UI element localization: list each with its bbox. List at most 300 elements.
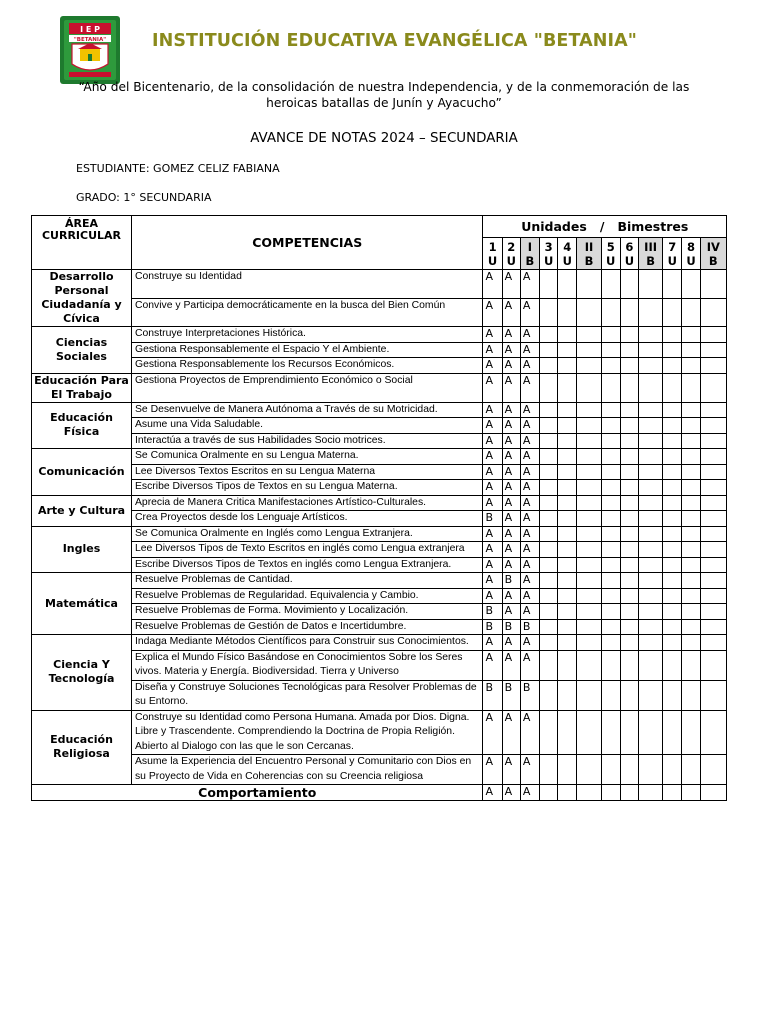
- grade-cell: A: [483, 480, 502, 496]
- grade-cell: A: [502, 785, 520, 801]
- grade-cell: [558, 619, 577, 635]
- period-type: B: [584, 253, 594, 268]
- grade-cell: [577, 511, 601, 527]
- grade-cell: [558, 495, 577, 511]
- grade-cell: [682, 298, 700, 327]
- competency-text: Se Comunica Oralmente en Inglés como Lengua Extranjera.: [131, 526, 483, 542]
- grade-cell: [601, 342, 620, 358]
- document-title: AVANCE DE NOTAS 2024 – SECUNDARIA: [250, 131, 518, 146]
- grade-cell: [601, 480, 620, 496]
- grade-cell: [700, 710, 726, 755]
- period-header-3: [540, 238, 558, 270]
- grade-cell: A: [520, 526, 539, 542]
- period-number: 4: [563, 239, 572, 254]
- grade-cell: [682, 511, 700, 527]
- grade-cell: [638, 402, 662, 418]
- grade-cell: [577, 433, 601, 449]
- table-row: [32, 464, 727, 480]
- area-name: Ingles: [32, 526, 132, 573]
- grade-cell: B: [483, 604, 502, 620]
- grade-cell: A: [502, 418, 520, 434]
- grade-cell: [700, 480, 726, 496]
- period-number: 6: [625, 239, 634, 254]
- grade-cell: A: [520, 402, 539, 418]
- competency-text: Gestiona Proyectos de Emprendimiento Económico o Social: [131, 373, 483, 402]
- table-row: [32, 526, 727, 542]
- grade-cell: [540, 635, 558, 651]
- period-header-9: [663, 238, 682, 270]
- grade-cell: [682, 573, 700, 589]
- grade-cell: [620, 680, 638, 710]
- grade-cell: [700, 650, 726, 680]
- grade-cell: [700, 327, 726, 343]
- competency-text: Asume una Vida Saludable.: [131, 418, 483, 434]
- grade-cell: [540, 755, 558, 785]
- grade-cell: [601, 588, 620, 604]
- grade-cell: [682, 755, 700, 785]
- grade-cell: [577, 604, 601, 620]
- grade-cell: [577, 402, 601, 418]
- competency-text: Lee Diversos Tipos de Texto Escritos en inglés como Lengua extranjera: [131, 542, 483, 558]
- grade-cell: [601, 495, 620, 511]
- grade-cell: A: [502, 542, 520, 558]
- grade-cell: [558, 327, 577, 343]
- grade-cell: A: [502, 635, 520, 651]
- grade-cell: A: [483, 542, 502, 558]
- table-row: [32, 495, 727, 511]
- grade-cell: A: [520, 557, 539, 573]
- grade-cell: [577, 464, 601, 480]
- grade-cell: [620, 573, 638, 589]
- grade-cell: [700, 298, 726, 327]
- competency-text: Convive y Participa democráticamente en la busca del Bien Común: [131, 298, 483, 327]
- grade-cell: [682, 526, 700, 542]
- grade-cell: [663, 557, 682, 573]
- grade-cell: [540, 495, 558, 511]
- grade-cell: [620, 270, 638, 299]
- grade-cell: [577, 418, 601, 434]
- grade-cell: [638, 449, 662, 465]
- table-row: [32, 358, 727, 374]
- grade-cell: [620, 480, 638, 496]
- grade-cell: [558, 464, 577, 480]
- grade-cell: A: [502, 298, 520, 327]
- grade-cell: [601, 270, 620, 299]
- grade-cell: [558, 557, 577, 573]
- area-name: Educación Religiosa: [32, 710, 132, 785]
- units-header: Unidades / Bimestres: [483, 216, 727, 238]
- grade-cell: [682, 635, 700, 651]
- grade-cell: [663, 298, 682, 327]
- grade-cell: [558, 373, 577, 402]
- grade-cell: B: [502, 573, 520, 589]
- grade-cell: [638, 680, 662, 710]
- grade-cell: [540, 542, 558, 558]
- grade-cell: [540, 785, 558, 801]
- grade-cell: A: [520, 542, 539, 558]
- grade-cell: [663, 588, 682, 604]
- period-type: U: [606, 253, 616, 268]
- grade-cell: [638, 342, 662, 358]
- area-name: Arte y Cultura: [32, 495, 132, 526]
- grade-cell: [620, 785, 638, 801]
- grade-cell: [663, 526, 682, 542]
- grade-cell: A: [502, 327, 520, 343]
- behavior-label: Comportamiento: [32, 785, 483, 801]
- grade-cell: [620, 755, 638, 785]
- grade-cell: [682, 557, 700, 573]
- grade-cell: [700, 680, 726, 710]
- grade-cell: A: [483, 573, 502, 589]
- grade-cell: [638, 418, 662, 434]
- grade-cell: [700, 755, 726, 785]
- grade-cell: [663, 785, 682, 801]
- grade-cell: [682, 270, 700, 299]
- grade-cell: [663, 418, 682, 434]
- table-row: [32, 449, 727, 465]
- grade-cell: [558, 785, 577, 801]
- grade-cell: [558, 449, 577, 465]
- grade-cell: [638, 495, 662, 511]
- grade-cell: A: [483, 588, 502, 604]
- grade-cell: [700, 449, 726, 465]
- grade-cell: A: [502, 588, 520, 604]
- grade-cell: A: [520, 495, 539, 511]
- table-row: [32, 710, 727, 755]
- grade-cell: [663, 449, 682, 465]
- period-number: I: [527, 239, 533, 254]
- grade-cell: A: [502, 402, 520, 418]
- grade-cell: [682, 785, 700, 801]
- grade-cell: A: [520, 327, 539, 343]
- grade-cell: [682, 402, 700, 418]
- grade-cell: [601, 604, 620, 620]
- grade-cell: [663, 542, 682, 558]
- grade-cell: [558, 270, 577, 299]
- grade-cell: [601, 573, 620, 589]
- grade-cell: [577, 480, 601, 496]
- grade-cell: A: [520, 650, 539, 680]
- grade-cell: [638, 327, 662, 343]
- grade-cell: [663, 650, 682, 680]
- grade-cell: [558, 635, 577, 651]
- grade-cell: [558, 418, 577, 434]
- grade-cell: [540, 650, 558, 680]
- grade-cell: [540, 511, 558, 527]
- grade-cell: A: [520, 418, 539, 434]
- grade-cell: A: [520, 710, 539, 755]
- grade-cell: A: [502, 604, 520, 620]
- grade-cell: A: [483, 755, 502, 785]
- competency-text: Gestiona Responsablemente los Recursos Económicos.: [131, 358, 483, 374]
- grade-cell: [682, 418, 700, 434]
- table-row: [32, 755, 727, 785]
- grade-cell: [577, 327, 601, 343]
- grade-cell: [663, 358, 682, 374]
- grade-cell: [601, 650, 620, 680]
- grade-cell: [540, 298, 558, 327]
- grade-cell: [663, 495, 682, 511]
- period-type: B: [525, 253, 535, 268]
- table-row: [32, 573, 727, 589]
- grade-cell: [682, 449, 700, 465]
- grade-cell: [601, 635, 620, 651]
- header-row-1: [32, 216, 727, 238]
- grade-cell: A: [520, 433, 539, 449]
- table-row: [32, 557, 727, 573]
- grade-cell: [540, 342, 558, 358]
- grade-cell: [558, 433, 577, 449]
- period-number: 8: [686, 239, 695, 254]
- grade-cell: [638, 588, 662, 604]
- grade-cell: [601, 557, 620, 573]
- grade-cell: [540, 270, 558, 299]
- period-header-8: [638, 238, 662, 270]
- grade-cell: [540, 464, 558, 480]
- grade-cell: [601, 402, 620, 418]
- grade-cell: [638, 755, 662, 785]
- grade-cell: A: [520, 373, 539, 402]
- grade-cell: A: [502, 373, 520, 402]
- period-header-10: [682, 238, 700, 270]
- grade-cell: [682, 373, 700, 402]
- grade-cell: [540, 327, 558, 343]
- grade-cell: A: [520, 480, 539, 496]
- grade-cell: [601, 542, 620, 558]
- table-row: [32, 619, 727, 635]
- grade-cell: B: [502, 619, 520, 635]
- period-header-4: [558, 238, 577, 270]
- period-number: 1: [488, 239, 497, 254]
- grade-cell: [663, 270, 682, 299]
- grade-cell: [620, 342, 638, 358]
- grade-cell: [638, 635, 662, 651]
- grade-cell: A: [520, 270, 539, 299]
- competency-text: Resuelve Problemas de Forma. Movimiento y Localización.: [131, 604, 483, 620]
- grade-cell: [638, 511, 662, 527]
- grade-cell: [601, 785, 620, 801]
- grade-cell: [601, 433, 620, 449]
- area-name: Ciencia Y Tecnología: [32, 635, 132, 711]
- student-grade: GRADO: 1° SECUNDARIA: [76, 191, 212, 204]
- grade-cell: [577, 635, 601, 651]
- grade-cell: [558, 710, 577, 755]
- grade-cell: A: [520, 588, 539, 604]
- grade-cell: [540, 480, 558, 496]
- grade-cell: [638, 464, 662, 480]
- grade-cell: B: [502, 680, 520, 710]
- grade-cell: [638, 433, 662, 449]
- grade-cell: [620, 298, 638, 327]
- grade-cell: A: [502, 511, 520, 527]
- grade-cell: [682, 480, 700, 496]
- grade-cell: [620, 710, 638, 755]
- grade-cell: [663, 464, 682, 480]
- period-number: 5: [606, 239, 615, 254]
- table-row: [32, 604, 727, 620]
- table-row: [32, 635, 727, 651]
- grade-cell: [558, 480, 577, 496]
- grade-cell: [620, 358, 638, 374]
- grade-cell: [558, 358, 577, 374]
- grade-cell: [700, 542, 726, 558]
- grade-cell: B: [520, 680, 539, 710]
- competency-text: Diseña y Construye Soluciones Tecnológicas para Resolver Problemas de su Entorno.: [131, 680, 483, 710]
- period-number: 3: [544, 239, 553, 254]
- grade-cell: [700, 373, 726, 402]
- grade-cell: [663, 710, 682, 755]
- grade-cell: A: [502, 710, 520, 755]
- grade-cell: [682, 650, 700, 680]
- competency-text: Construye su Identidad como Persona Humana. Amada por Dios. Digna. Libre y Trascendente. Comprendiendo la Doctrina de Propia Religión. Abierto al Dialogo con las que le son Cercanas.: [131, 710, 483, 755]
- grade-cell: [577, 710, 601, 755]
- period-header-6: [601, 238, 620, 270]
- grade-cell: [540, 526, 558, 542]
- grade-cell: A: [483, 402, 502, 418]
- grade-cell: [663, 480, 682, 496]
- grade-cell: [601, 710, 620, 755]
- grade-cell: [638, 785, 662, 801]
- grade-cell: [638, 604, 662, 620]
- grade-cell: [601, 755, 620, 785]
- period-header-1: [502, 238, 520, 270]
- grade-cell: [682, 619, 700, 635]
- grade-cell: [638, 480, 662, 496]
- grade-cell: [620, 526, 638, 542]
- grade-cell: A: [483, 418, 502, 434]
- table-row: [32, 433, 727, 449]
- grade-cell: A: [483, 785, 502, 801]
- grade-cell: [682, 495, 700, 511]
- grade-cell: A: [483, 650, 502, 680]
- area-header: ÁREA CURRICULAR: [32, 216, 132, 270]
- grade-cell: [682, 542, 700, 558]
- grade-cell: A: [483, 433, 502, 449]
- grade-cell: [540, 680, 558, 710]
- area-name: Matemática: [32, 573, 132, 635]
- grade-cell: [663, 373, 682, 402]
- grades-table: [31, 215, 727, 801]
- grade-cell: [540, 710, 558, 755]
- area-name: Educación Física: [32, 402, 132, 449]
- grade-cell: [700, 635, 726, 651]
- table-row: [32, 480, 727, 496]
- grade-cell: [601, 418, 620, 434]
- grade-cell: [682, 342, 700, 358]
- competency-text: Resuelve Problemas de Cantidad.: [131, 573, 483, 589]
- grade-cell: [577, 588, 601, 604]
- period-type: B: [646, 253, 655, 268]
- grade-cell: [620, 619, 638, 635]
- grade-cell: [700, 433, 726, 449]
- competency-text: Resuelve Problemas de Gestión de Datos e Incertidumbre.: [131, 619, 483, 635]
- grade-cell: [601, 358, 620, 374]
- grade-cell: [682, 710, 700, 755]
- grade-cell: A: [483, 270, 502, 299]
- area-name: Comunicación: [32, 449, 132, 496]
- grade-cell: [601, 680, 620, 710]
- grade-cell: [638, 573, 662, 589]
- grade-cell: A: [520, 785, 539, 801]
- grade-cell: [577, 495, 601, 511]
- grade-cell: B: [520, 619, 539, 635]
- grade-cell: [638, 373, 662, 402]
- competency-text: Indaga Mediante Métodos Científicos para Construir sus Conocimientos.: [131, 635, 483, 651]
- grade-cell: [558, 650, 577, 680]
- grade-cell: [620, 635, 638, 651]
- period-header-2: [520, 238, 539, 270]
- grade-cell: A: [483, 635, 502, 651]
- grade-cell: A: [520, 298, 539, 327]
- year-motto: “Año del Bicentenario, de la consolidación de nuestra Independencia, y de la conmemoración de las heroicas batallas de Junín y Ayacucho”: [78, 80, 690, 110]
- grade-cell: [601, 373, 620, 402]
- period-type: U: [543, 253, 554, 268]
- grade-cell: [638, 298, 662, 327]
- area-name: Educación Para El Trabajo: [32, 373, 132, 402]
- grade-cell: [540, 573, 558, 589]
- grade-cell: [577, 373, 601, 402]
- grade-cell: [577, 650, 601, 680]
- grade-cell: [620, 449, 638, 465]
- grade-cell: A: [483, 327, 502, 343]
- table-row: [32, 588, 727, 604]
- grade-cell: [663, 604, 682, 620]
- grade-cell: B: [483, 619, 502, 635]
- area-name: Ciencias Sociales: [32, 327, 132, 374]
- grade-cell: [663, 511, 682, 527]
- grade-cell: A: [483, 495, 502, 511]
- grade-cell: [577, 755, 601, 785]
- grade-cell: [638, 542, 662, 558]
- grade-cell: [663, 327, 682, 343]
- grade-cell: [700, 588, 726, 604]
- grade-cell: [577, 680, 601, 710]
- student-name: ESTUDIANTE: GOMEZ CELIZ FABIANA: [76, 162, 280, 175]
- grade-cell: A: [520, 604, 539, 620]
- grade-cell: [558, 542, 577, 558]
- grade-cell: [540, 557, 558, 573]
- competency-text: Se Desenvuelve de Manera Autónoma a Través de su Motricidad.: [131, 402, 483, 418]
- grade-cell: [700, 418, 726, 434]
- grade-cell: A: [483, 526, 502, 542]
- grade-cell: A: [520, 464, 539, 480]
- grade-cell: [663, 342, 682, 358]
- logo-name: "BETANIA": [73, 37, 107, 43]
- competency-text: Escribe Diversos Tipos de Textos en inglés como Lengua Extranjera.: [131, 557, 483, 573]
- grade-cell: [700, 495, 726, 511]
- behavior-row: [32, 785, 727, 801]
- competency-text: Construye Interpretaciones Histórica.: [131, 327, 483, 343]
- period-number: 2: [507, 239, 516, 254]
- grade-cell: [620, 604, 638, 620]
- table-row: [32, 542, 727, 558]
- grade-cell: A: [520, 511, 539, 527]
- grade-cell: [540, 402, 558, 418]
- grade-cell: [700, 619, 726, 635]
- grade-cell: [620, 511, 638, 527]
- period-number: II: [584, 239, 594, 254]
- logo-lettering: I E P: [80, 25, 100, 34]
- period-type: U: [487, 253, 498, 268]
- grade-cell: [638, 650, 662, 680]
- period-type: U: [667, 253, 677, 268]
- grade-cell: A: [520, 573, 539, 589]
- grade-cell: A: [502, 433, 520, 449]
- grade-cell: A: [520, 449, 539, 465]
- grade-cell: [700, 402, 726, 418]
- grade-cell: [700, 270, 726, 299]
- grade-cell: [700, 511, 726, 527]
